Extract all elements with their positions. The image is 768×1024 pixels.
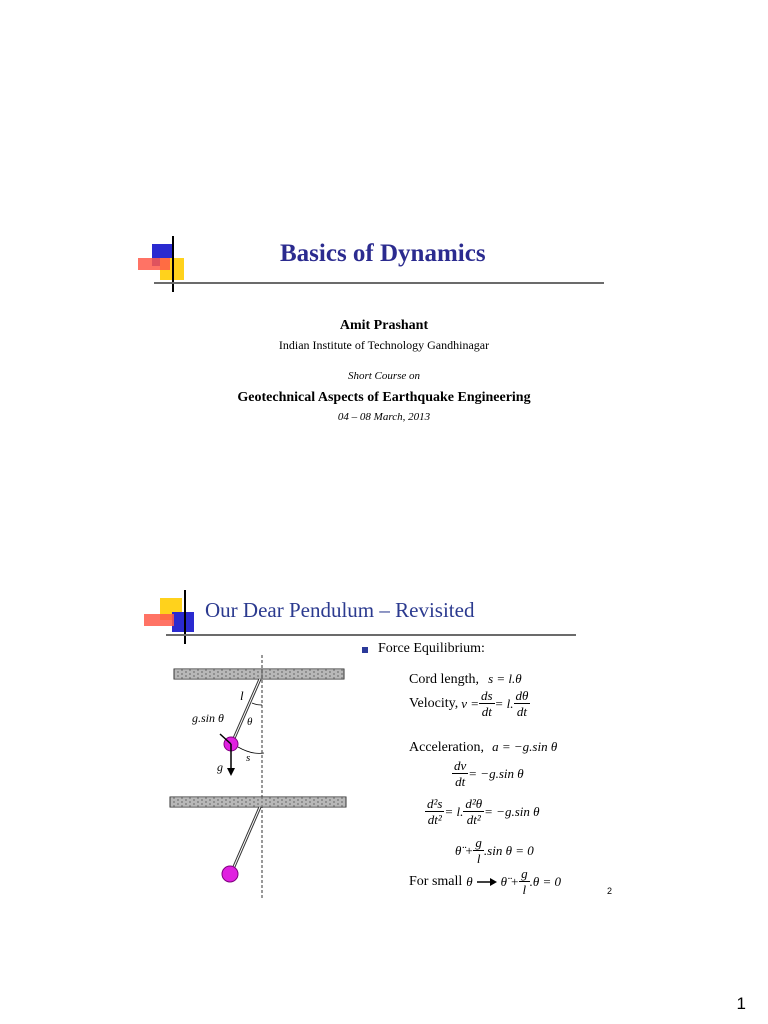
short-course-label: Short Course on: [347, 370, 421, 382]
ode-line: [455, 835, 534, 866]
cord-length-eq: s = l.θ: [488, 671, 522, 686]
slide-number: 2: [607, 886, 613, 896]
d2theta-dt2-frac: $\frac{\text{d²θ}}{\text{dt²}}$: [465, 796, 483, 827]
diagram-label-theta: θ: [247, 716, 253, 728]
small-angle-label: For small: [409, 873, 463, 889]
diagram-label-g: g: [217, 760, 223, 774]
acceleration-line: [409, 736, 557, 756]
ode-rhs: .sin θ = 0: [483, 842, 534, 858]
dv-dt-line: [452, 758, 524, 789]
arrow-right-icon: [476, 877, 498, 887]
d2-mid: = l.: [444, 803, 464, 819]
cord-length-line: [409, 668, 522, 688]
force-equilibrium-heading: Force Equilibrium:: [378, 641, 485, 656]
d2s-dt2-frac: $\frac{\text{d²s}}{\text{dt²}}$: [427, 796, 443, 827]
dv-dt-frac: $\frac{dv}{dt}$: [454, 758, 467, 789]
acceleration-eq: a = −g.sin θ: [492, 739, 558, 754]
ode-lhs: θ̈ +: [455, 842, 474, 858]
slide2-title: Our Dear Pendulum – Revisited: [205, 598, 475, 622]
diagram-label-s: s: [246, 752, 251, 764]
small-angle-rhs: .θ = 0: [529, 873, 562, 889]
author-name: Amit Prashant: [339, 318, 429, 333]
small-angle-theta: θ: [466, 873, 473, 889]
diagram-label-gsin: g.sin θ: [192, 711, 224, 725]
velocity-mid: = l.: [494, 695, 514, 711]
cord-length-label: Cord length,: [409, 672, 479, 687]
page-number: 1: [736, 994, 746, 1013]
small-angle-line: [409, 866, 561, 897]
bullet-marker: [362, 647, 368, 653]
velocity-lhs: v =: [461, 695, 480, 711]
velocity-frac-dtheta-dt: $\frac{d\theta}{dt}$: [515, 688, 529, 719]
velocity-line: [409, 688, 530, 719]
small-g-over-l-frac: $\frac{g}{l}$: [521, 866, 528, 897]
velocity-label: Velocity,: [409, 695, 459, 711]
institute-name: Indian Institute of Technology Gandhinagar: [278, 338, 490, 352]
small-angle-lhs: θ̈ +: [500, 873, 520, 889]
acceleration-label: Acceleration,: [409, 740, 485, 755]
diagram-label-l: l: [240, 688, 244, 703]
slide-title: Basics of Dynamics: [280, 240, 486, 267]
dv-dt-rhs: = −g.sin θ: [468, 765, 524, 781]
course-dates: 04 – 08 March, 2013: [337, 411, 431, 423]
second-derivative-line: [425, 796, 540, 827]
g-over-l-frac: $\frac{g}{l}$: [475, 835, 482, 866]
pendulum-diagram: [160, 655, 360, 900]
d2-rhs: = −g.sin θ: [484, 803, 540, 819]
course-title: Geotechnical Aspects of Earthquake Engineering: [237, 390, 531, 405]
velocity-frac-ds-dt: $\frac{ds}{dt}$: [481, 688, 493, 719]
